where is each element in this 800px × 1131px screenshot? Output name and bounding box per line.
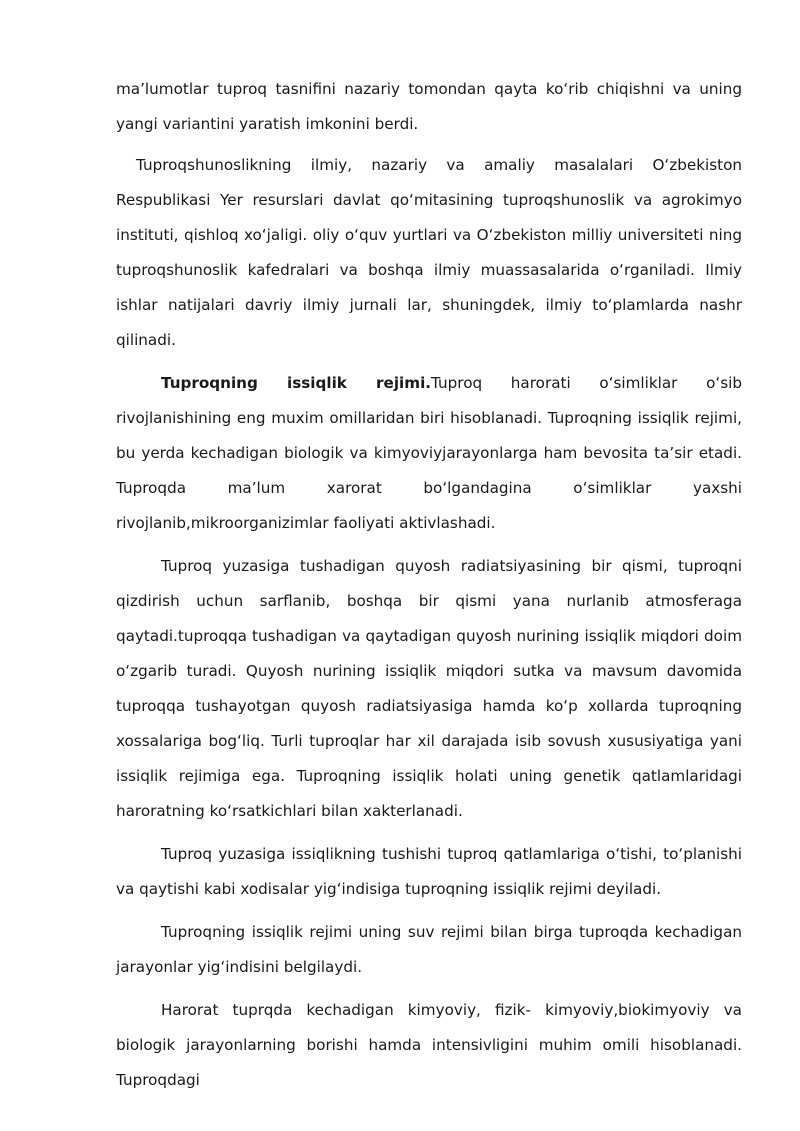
paragraph-text: Tuproq yuzasiga issiqlikning tushishi tuproq qatlamlariga oʻtishi, toʻplanishi va qaytishi kabi xodisalar yigʻindisiga tuproqning issiqlik rejimi deyiladi. <box>116 845 742 898</box>
paragraph-continuation <box>116 72 742 142</box>
paragraph-text: ma’lumotlar tuproq tasnifini nazariy tomondan qayta koʻrib chiqishni va uning yangi variantini yaratish imkonini berdi. <box>116 80 742 133</box>
paragraph-research-institutions <box>116 148 742 358</box>
paragraph-water-regime <box>116 915 742 985</box>
paragraph-text: Harorat tuprqda kechadigan kimyoviy, fizik- kimyoviy,biokimyoviy va biologik jarayonlarning borishi hamda intensivligini muhim omili hisoblanadi. Tuproqdagi <box>116 1001 742 1089</box>
document-body <box>116 72 742 1098</box>
paragraph-text: Tuproqshunoslikning ilmiy, nazariy va amaliy masalalari Oʻzbekiston Respublikasi Yer resurslari davlat qoʻmitasining tuproqshunoslik va agrokimyo instituti, qishloq xoʻjaligi. oliy oʻquv yurtlari va Oʻzbekiston milliy universiteti ning tuproqshunoslik kafedralari va boshqa ilmiy muassasalarida oʻrganiladi. Ilmiy ishlar natijalari davriy ilmiy jurnali lar, shuningdek, ilmiy toʻplamlarda nashr qilinadi. <box>116 156 742 349</box>
section-heading: Tuproqning issiqlik rejimi. <box>161 374 432 392</box>
paragraph-heat-regime-definition <box>116 837 742 907</box>
paragraph-text: Tuproqning issiqlik rejimi uning suv rejimi bilan birga tuproqda kechadigan jarayonlar yigʻindisini belgilaydi. <box>116 923 742 976</box>
paragraph-text: Tuproq yuzasiga tushadigan quyosh radiatsiyasining bir qismi, tuproqni qizdirish uchun sarflanib, boshqa bir qismi yana nurlanib atmosferaga qaytadi.tuproqqa tushadigan va qaytadigan quyosh nurining issiqlik miqdori doim oʻzgarib turadi. Quyosh nurining issiqlik miqdori sutka va mavsum davomida tuproqqa tushayotgan quyosh radiatsiyasiga hamda koʻp xollarda tuproqning xossalariga bogʻliq. Turli tuproqlar har xil darajada isib sovush xususiyatiga yani issiqlik rejimiga ega. Tuproqning issiqlik holati uning genetik qatlamlaridagi haroratning koʻrsatkichlari bilan xakterlanadi. <box>116 557 742 820</box>
paragraph-solar-radiation <box>116 549 742 829</box>
paragraph-text: Tuproq harorati oʻsimliklar oʻsib rivojlanishining eng muxim omillaridan biri hisoblanadi. Tuproqning issiqlik rejimi, bu yerda kechadigan biologik va kimyoviyjarayonlarga ham bevosita ta’sir etadi. Tuproqda ma’lum xarorat boʻlgandagina oʻsimliklar yaxshi rivojlanib,mikroorganizimlar faoliyati aktivlashadi. <box>116 374 742 532</box>
paragraph-temperature-factor <box>116 993 742 1098</box>
paragraph-heat-regime-intro <box>116 366 742 541</box>
